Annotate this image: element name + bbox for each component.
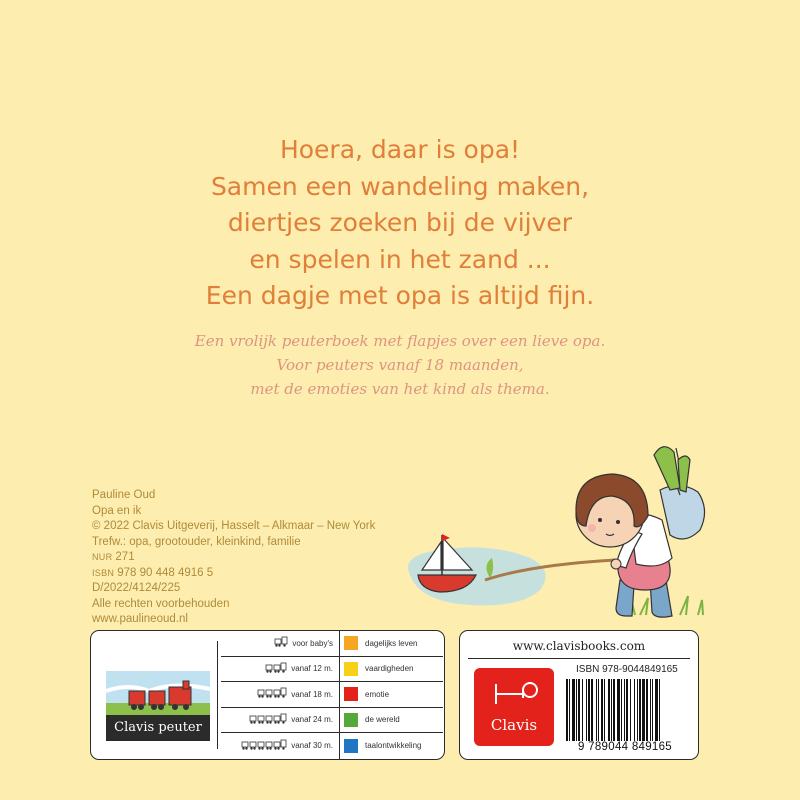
category-swatch [344, 662, 358, 676]
child-with-boat-illustration [380, 430, 710, 630]
age-column [221, 631, 339, 759]
age-row [221, 657, 339, 683]
age-label: vanaf 18 m. [291, 689, 333, 699]
age-row [221, 708, 339, 734]
age-label: vanaf 24 m. [291, 715, 333, 725]
divider [468, 658, 690, 659]
category-label: vaardigheden [365, 664, 414, 674]
age-label: voor baby's [292, 638, 333, 648]
age-label: vanaf 12 m. [291, 664, 333, 674]
category-label: dagelijks leven [365, 638, 418, 648]
publisher-name: Clavis [490, 716, 538, 734]
key-icon [474, 668, 554, 716]
clavis-peuter-logo [99, 641, 218, 749]
tagline-line: Een vrolijk peuterboek met flapjes over een lieve opa. [194, 332, 606, 350]
isbn-line: ISBN 978-9044849165 [576, 664, 678, 675]
category-label: emotie [365, 689, 390, 699]
colophon-nur [92, 550, 375, 566]
category-label: taalontwikkeling [365, 741, 422, 751]
ean-number: 9 789044 849165 [577, 741, 673, 753]
category-swatch [344, 636, 358, 650]
tagline-line: Voor peuters vanaf 18 maanden, [276, 356, 524, 374]
category-row [339, 631, 443, 657]
age-row [221, 733, 339, 759]
tagline-text [0, 329, 800, 401]
colophon-isbn [92, 566, 375, 582]
colophon-title: Opa en ik [92, 504, 142, 517]
category-column [339, 631, 443, 759]
category-swatch [344, 713, 358, 727]
colophon-keywords: Trefw.: opa, grootouder, kleinkind, familie [92, 535, 301, 548]
age-row [221, 631, 339, 657]
blurb-line: diertjes zoeken bij de vijver [227, 208, 573, 237]
train-icon [249, 713, 287, 727]
category-row [339, 657, 443, 683]
colophon [92, 488, 375, 628]
category-row [339, 733, 443, 759]
publisher-website: www.clavisbooks.com [512, 639, 646, 653]
clavis-publisher-logo [474, 668, 554, 746]
child-figure [576, 447, 705, 617]
category-row [339, 682, 443, 708]
category-swatch [344, 687, 358, 701]
blurb-line: en spelen in het zand ... [249, 244, 551, 274]
train-icon [274, 636, 288, 650]
blurb-line: Samen een wandeling maken, [210, 171, 590, 201]
colophon-rights: Alle rechten voorbehouden [92, 597, 230, 610]
colophon-copyright: © 2022 Clavis Uitgeverij, Hasselt – Alkmaar – New York [92, 520, 376, 532]
isbn-value: 978 90 448 4916 5 [117, 566, 214, 579]
isbn-label: ISBN [92, 567, 115, 578]
nur-value: 271 [115, 551, 135, 563]
colophon-deposit: D/2022/4124/225 [92, 582, 181, 594]
series-info-panel [90, 630, 445, 760]
category-label: de wereld [365, 715, 400, 725]
train-icon [265, 662, 287, 676]
barcode-panel [459, 630, 699, 760]
blurb-line: Een dagje met opa is altijd fijn. [205, 281, 595, 310]
category-row [339, 708, 443, 734]
age-row [221, 682, 339, 708]
tagline-line: met de emoties van het kind als thema. [250, 380, 550, 398]
nur-label: NUR [92, 552, 113, 562]
series-logo-text: Clavis peuter [106, 715, 210, 741]
train-icon [241, 739, 287, 753]
colophon-website: www.paulineoud.nl [92, 613, 188, 625]
train-icon [257, 687, 287, 701]
blurb-line: Hoera, daar is opa! [279, 135, 521, 164]
category-swatch [344, 739, 358, 753]
barcode-icon [564, 679, 684, 741]
colophon-author: Pauline Oud [92, 489, 156, 501]
age-label: vanaf 30 m. [291, 741, 333, 751]
blurb-text [0, 132, 800, 315]
